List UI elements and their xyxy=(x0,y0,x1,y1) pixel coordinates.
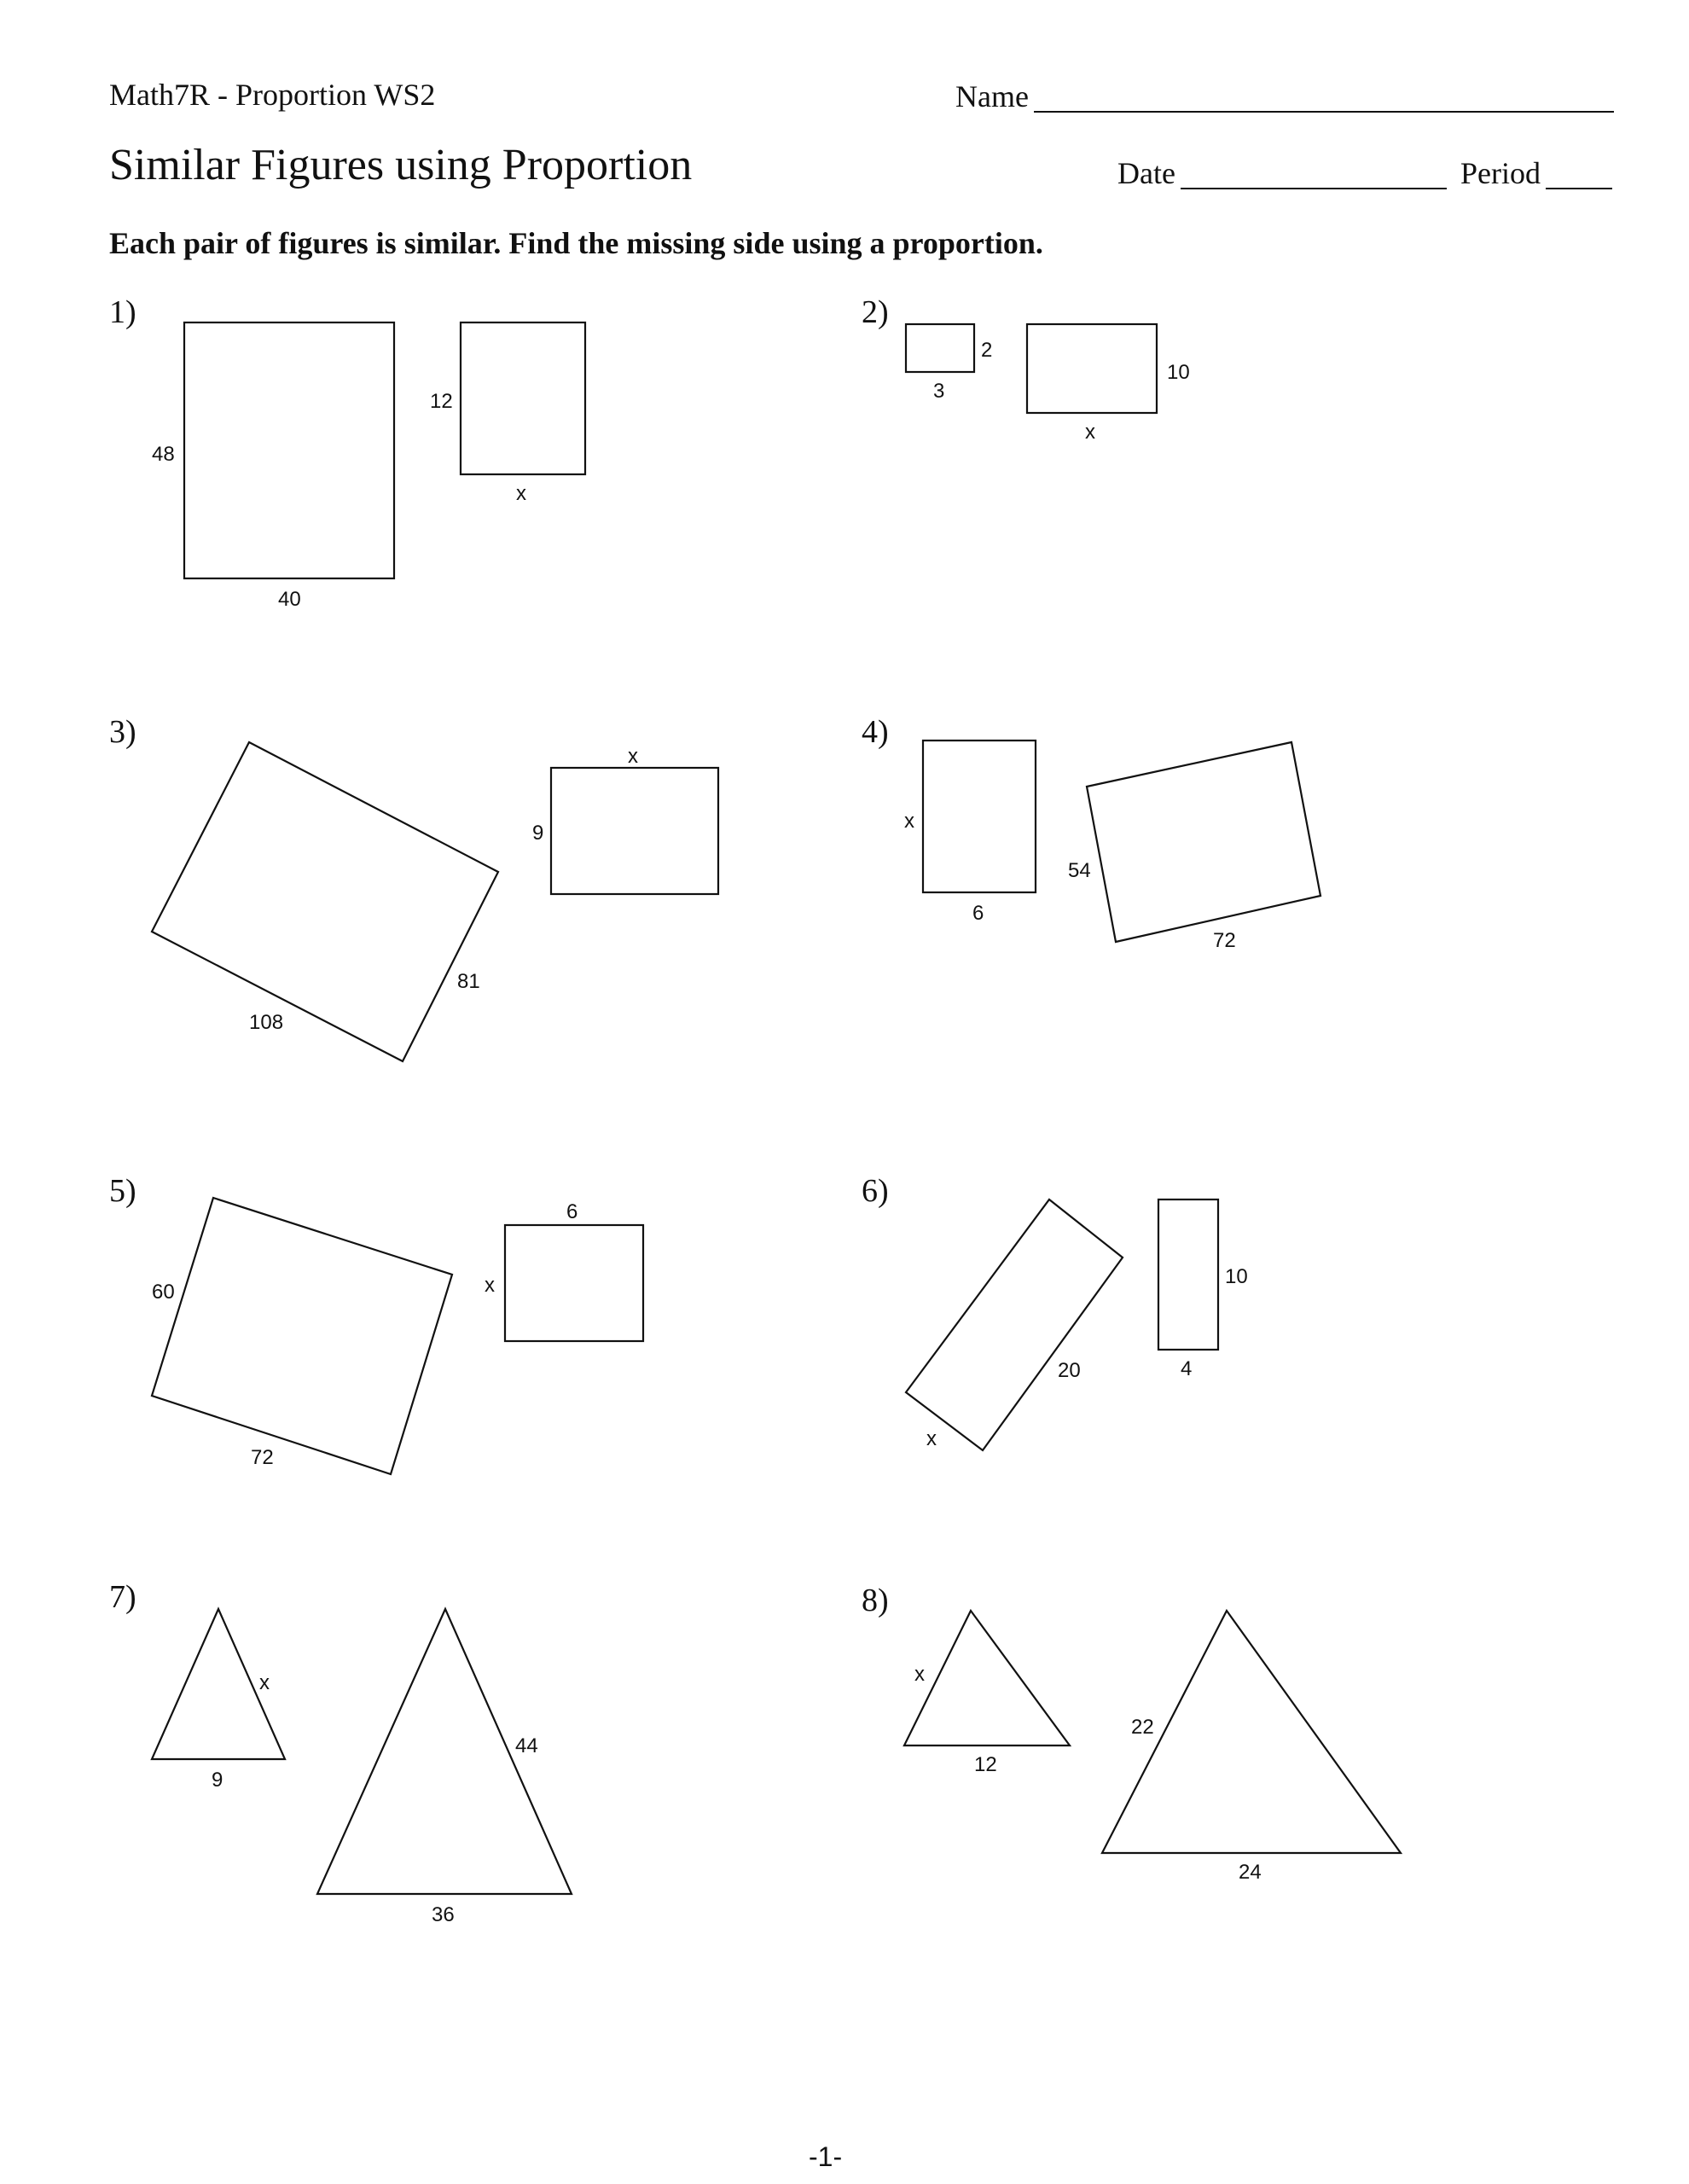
rectangle xyxy=(505,1225,643,1341)
side-label: x xyxy=(1085,421,1095,444)
side-label: x xyxy=(914,1663,925,1686)
side-label: x xyxy=(628,745,638,768)
side-label: 12 xyxy=(430,390,453,413)
problem-6-figures xyxy=(906,1199,1248,1450)
problem-number: 2) xyxy=(862,294,889,330)
side-label: 22 xyxy=(1131,1716,1154,1739)
side-label: 44 xyxy=(515,1734,538,1757)
rectangle xyxy=(1158,1199,1218,1350)
problem-number: 3) xyxy=(109,714,136,750)
rotated-rectangle xyxy=(1087,742,1320,942)
rectangle xyxy=(551,768,718,894)
side-label: x xyxy=(259,1671,270,1694)
problem-number: 4) xyxy=(862,714,889,750)
side-label: 9 xyxy=(212,1769,223,1792)
side-label: 60 xyxy=(152,1281,175,1304)
side-label: 108 xyxy=(249,1011,284,1034)
problem-3-figures xyxy=(152,742,718,1061)
problem-8-figures xyxy=(904,1611,1401,1884)
side-label: 12 xyxy=(974,1753,997,1776)
rectangle xyxy=(923,741,1036,892)
date-label: Date xyxy=(1117,156,1175,190)
problem-number: 5) xyxy=(109,1173,136,1209)
side-label: x xyxy=(516,482,526,505)
problem-7-figures xyxy=(152,1609,572,1926)
side-label: 9 xyxy=(532,822,544,845)
problem-number: 7) xyxy=(109,1579,136,1615)
course-title: Math7R - Proportion WS2 xyxy=(109,78,436,112)
name-label: Name xyxy=(955,79,1029,113)
problem-number: 1) xyxy=(109,294,136,330)
side-label: 72 xyxy=(1213,929,1236,952)
side-label: 4 xyxy=(1181,1357,1193,1380)
side-label: 54 xyxy=(1068,859,1091,882)
side-label: 40 xyxy=(278,588,301,611)
side-label: 36 xyxy=(432,1903,455,1926)
rectangle-large xyxy=(1027,324,1157,413)
rotated-rectangle xyxy=(906,1199,1123,1450)
rectangle-large xyxy=(184,322,394,578)
side-label: 72 xyxy=(251,1446,274,1469)
side-label: 20 xyxy=(1058,1359,1081,1382)
side-label: x xyxy=(485,1274,495,1297)
side-label: 10 xyxy=(1167,361,1190,384)
rotated-rectangle xyxy=(152,1198,452,1474)
side-label: 10 xyxy=(1225,1265,1248,1288)
side-label: 3 xyxy=(933,380,945,403)
rotated-rectangle xyxy=(152,742,498,1061)
rectangle-small xyxy=(461,322,585,474)
side-label: 6 xyxy=(972,902,984,925)
instructions: Each pair of figures is similar. Find the missing side using a proportion. xyxy=(109,226,1043,260)
page-title: Similar Figures using Proportion xyxy=(109,141,693,189)
problem-4-figures xyxy=(904,741,1320,952)
problem-5-figures xyxy=(152,1198,643,1474)
problem-2-figures xyxy=(906,324,1190,444)
side-label: 24 xyxy=(1239,1861,1262,1884)
side-label: x xyxy=(904,810,914,833)
side-label: x xyxy=(926,1427,937,1450)
problem-number: 8) xyxy=(862,1583,889,1618)
page-number: -1- xyxy=(809,2141,843,2172)
triangle-small xyxy=(904,1611,1070,1745)
period-label: Period xyxy=(1460,156,1541,190)
problem-number: 6) xyxy=(862,1173,889,1209)
problem-1-figures xyxy=(152,322,585,611)
rectangle-small xyxy=(906,324,974,372)
side-label: 2 xyxy=(981,339,993,362)
side-label: 6 xyxy=(566,1200,578,1223)
side-label: 48 xyxy=(152,443,175,466)
side-label: 81 xyxy=(457,970,480,993)
